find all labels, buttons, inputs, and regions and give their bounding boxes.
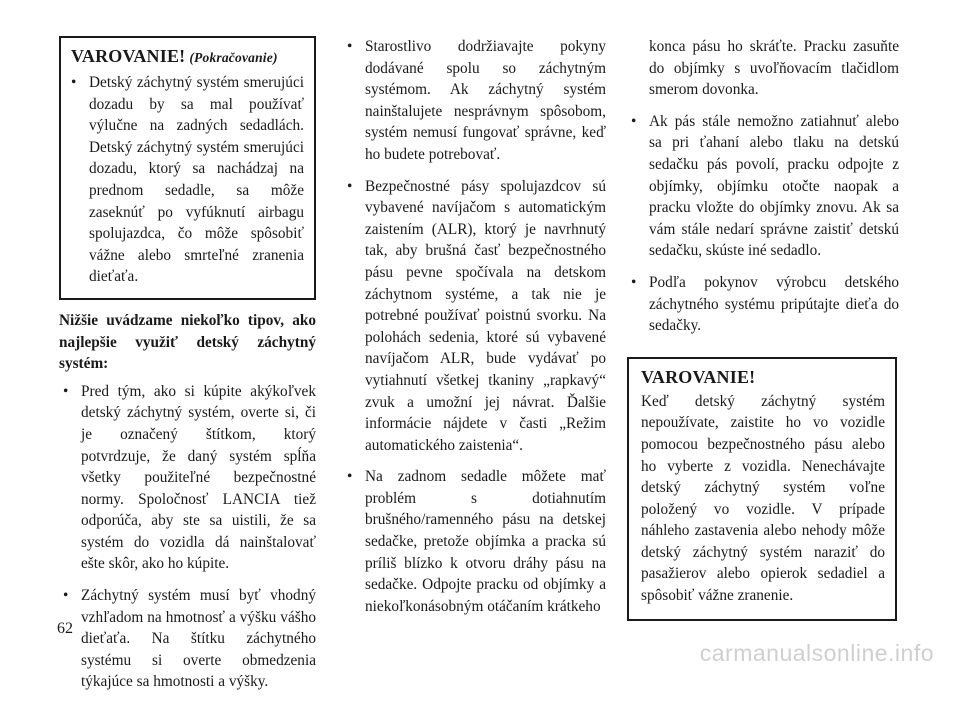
list-item <box>71 72 304 288</box>
tips-list-col2 <box>343 36 606 617</box>
bullet-icon: • <box>347 38 353 55</box>
list-item-text: Záchytný systém musí byť vhodný vzhľadom na hmotnosť a výšku vášho dieťaťa. Na štítku záchytného systému si overte obmedzenia týkajúce sa hmotnosti a výšky. <box>81 587 316 691</box>
list-item-text: Starostlivo dodržiavajte pokyny dodávané spolu so záchytným systémom. Ak záchytný systém nainštalujete nesprávnym spôsobom, systém nemusí fungovať správne, keď ho budete potrebovať. <box>365 38 606 163</box>
list-item-text: Bezpečnostné pásy spolujazdcov sú vybavené navíjačom s automatickým zaistením (ALR), ktorý je navrhnutý tak, aby brušná časť bezpečnostného pásu pevne spočívala na detskom záchytnom systéme, a tak nie je potrebné používať poistnú svorku. Na polohách sedenia, ktoré sú vybavené navíjačom ALR, bude vydávať po vytiahnutí všetkej tkaniny „rapkavý“ zvuk a umožní jej návrat. Ďalšie informácie nájdete v časti „Režim automatického zaistenia“. <box>365 177 606 454</box>
bullet-icon: • <box>631 112 637 130</box>
column-3 <box>627 36 899 621</box>
bullet-icon: • <box>631 273 637 291</box>
list-item-text: Detský záchytný systém smerujúci dozadu by sa mal používať výlučne na zadných sedadlách. Detský záchytný systém smerujúci dozadu, ktorý sa nachádzaj na prednom sedadle, sa môže zaseknúť po vyfúknutí airbagu spolujazdca, čo môže spôsobiť vážne alebo smrteľné zranenia dieťaťa. <box>89 74 304 286</box>
tips-list-col1 <box>59 381 316 693</box>
warning-title-text: VAROVANIE! <box>71 46 186 66</box>
bullet-icon: • <box>63 382 69 400</box>
warning-bullet-list <box>71 72 304 288</box>
warning-text: Keď detský záchytný systém nepoužívate, zaistite ho vo vozidle pomocou bezpečnostného pásu alebo ho vyberte z vozidla. Nenechávajte detský záchytný systém voľne položený vo vozidle. V prípade náhleho zastavenia alebo nehody môže detský záchytný systém naraziť do pasažierov alebo opierok sedadiel a spôsobiť vážne zranenie. <box>641 392 885 605</box>
list-item <box>343 466 606 617</box>
list-item <box>59 381 316 575</box>
column-1 <box>59 36 316 703</box>
bullet-icon: • <box>63 587 69 605</box>
bullet-icon: • <box>347 468 353 486</box>
bullet-icon: • <box>71 74 77 91</box>
warning-title: VAROVANIE! <box>641 366 756 387</box>
list-item <box>627 272 899 337</box>
bullet-icon: • <box>347 177 353 195</box>
list-item-text: Ak pás stále nemožno zatiahnuť alebo sa pri ťahaní alebo tlaku na detskú sedačku pás povolí, pracku odpojte z objímky, objímku otočte naopak a pracku vložte do objímky znovu. Ak sa vám stále nedarí správne zaistiť detskú sedačku, skúste iné sedadlo. <box>649 112 899 260</box>
continued-paragraph: konca pásu ho skráťte. Pracku zasuňte do objímky s uvoľňovacím tlačidlom smerom dovonka. <box>649 38 899 99</box>
watermark-logo: carmanualsonline.info <box>699 640 934 666</box>
list-item <box>59 585 316 693</box>
warning-title <box>71 44 304 70</box>
warning-continuation-label: (Pokračovanie) <box>189 50 278 65</box>
tips-list-col3 <box>627 111 899 337</box>
column-2 <box>343 36 606 627</box>
list-item-text: Podľa pokynov výrobcu detského záchytného systému pripútajte dieťa do sedačky. <box>649 273 899 335</box>
list-item <box>343 176 606 457</box>
list-item <box>343 36 606 166</box>
list-item-text: Na zadnom sedadle môžete mať problém s dotiahnutím brušného/ramenného pásu na detskej sedačke, pretože objímka a pracka sú príliš blízko k otvoru dráhy pásu na sedačke. Odpojte pracku od objímky a niekoľkonásobným otáčaním krátkeho <box>365 468 606 615</box>
tips-intro-heading: Nižšie uvádzame niekoľko tipov, ako najlepšie využiť detský záchytný systém: <box>59 311 316 373</box>
list-item <box>627 111 899 262</box>
page-number: 62 <box>57 620 73 637</box>
warning-box <box>627 357 897 621</box>
list-item-text: Pred tým, ako si kúpite akýkoľvek detský záchytný systém, overte si, či je označený štítkom, ktorý potvrdzuje, že daný systém spĺňa všetky použiteľné bezpečnostné normy. Spoločnosť LANCIA tiež odporúča, aby ste sa uistili, že sa systém do vozidla dá nainštalovať ešte skôr, ako ho kúpite. <box>81 382 316 573</box>
warning-box-continued <box>59 36 316 300</box>
